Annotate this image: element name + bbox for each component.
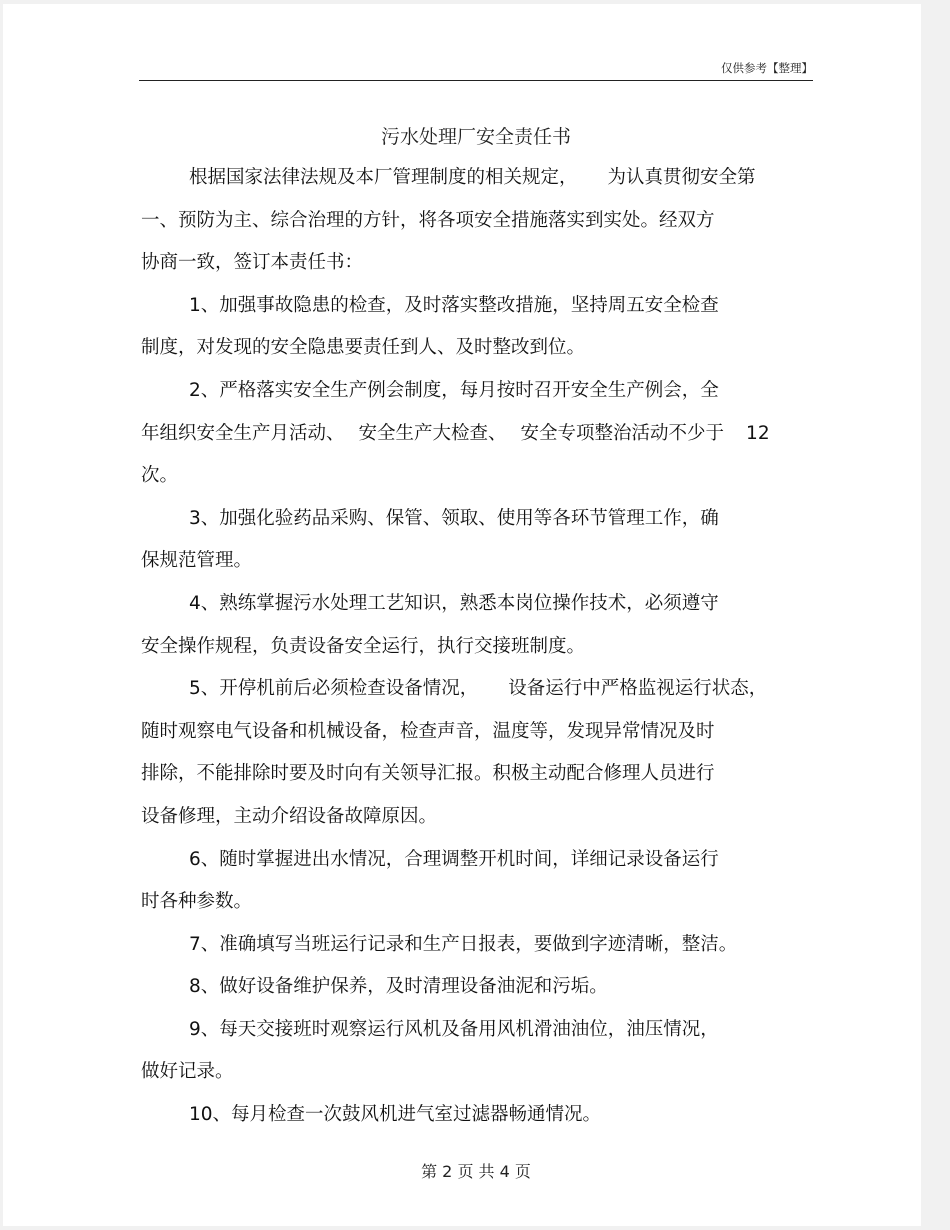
clause-3: 3、加强化验药品采购、保管、领取、使用等各环节管理工作，确 (189, 507, 719, 529)
clause-5-cont: 排除，不能排除时要及时向有关领导汇报。积极主动配合修理人员进行 (141, 763, 715, 785)
clause-5 (141, 668, 813, 711)
clause-2-part: 年组织安全生产月活动、 (141, 422, 345, 444)
clause-4-cont: 安全操作规程，负责设备安全运行，执行交接班制度。 (141, 635, 586, 657)
intro-line: 为认真贯彻安全第 (607, 167, 756, 188)
clause-5-part: 5、开停机前后必须检查设备情况， (189, 678, 479, 700)
clause-5-part: 设备运行中严格监视运行状态， (508, 678, 768, 700)
clause-5-cont: 随时观察电气设备和机械设备，检查声音，温度等，发现异常情况及时 (141, 720, 715, 742)
intro-paragraph (141, 157, 813, 200)
clause-4: 4、熟练掌握污水处理工艺知识，熟悉本岗位操作技术，必须遵守 (189, 592, 719, 614)
document-body (141, 157, 813, 1137)
document-title: 污水处理厂安全责任书 (380, 126, 571, 148)
intro-line: 根据国家法律法规及本厂管理制度的相关规定， (189, 167, 578, 188)
clause-10: 10、每月检查一次鼓风机进气室过滤器畅通情况。 (189, 1104, 602, 1126)
page-number: 第 2 页 共 4 页 (421, 1162, 531, 1181)
clause-2-part: 安全专项整治活动不少于 (520, 422, 725, 444)
clause-2-cont: 次。 (141, 465, 179, 487)
document-page (3, 4, 921, 1226)
clause-2-cont (141, 413, 813, 456)
clause-1: 1、加强事故隐患的检查，及时落实整改措施，坚持周五安全检查 (189, 294, 719, 316)
clause-2-number: 12 (746, 422, 770, 444)
intro-line: 一、预防为主、综合治理的方针，将各项安全措施落实到实处。经双方 (141, 209, 715, 231)
clause-5-cont: 设备修理，主动介绍设备故障原因。 (141, 805, 438, 827)
header-note: 仅供参考【整理】 (721, 61, 813, 75)
clause-9-cont: 做好记录。 (141, 1061, 234, 1083)
clause-1-cont: 制度，对发现的安全隐患要责任到人、及时整改到位。 (141, 337, 586, 359)
clause-2-part: 安全生产大检查、 (358, 422, 507, 444)
clause-9: 9、每天交接班时观察运行风机及备用风机滑油油位，油压情况， (189, 1018, 719, 1040)
intro-line: 协商一致，签订本责任书： (141, 252, 364, 274)
clause-6-cont: 时各种参数。 (141, 891, 253, 913)
clause-3-cont: 保规范管理。 (141, 550, 253, 572)
clause-7: 7、准确填写当班运行记录和生产日报表，要做到字迹清晰，整洁。 (189, 933, 738, 955)
header-rule (139, 80, 813, 81)
clause-6: 6、随时掌握进出水情况，合理调整开机时间，详细记录设备运行 (189, 848, 719, 870)
clause-2: 2、严格落实安全生产例会制度，每月按时召开安全生产例会，全 (189, 379, 719, 401)
clause-8: 8、做好设备维护保养，及时清理设备油泥和污垢。 (189, 976, 608, 998)
